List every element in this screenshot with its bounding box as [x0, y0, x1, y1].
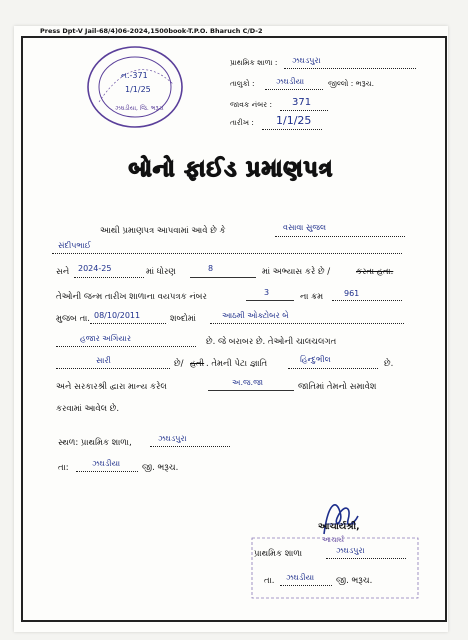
verified-text: છે. જે બરાબર છે. તેઓની ચાલચલગત — [206, 337, 337, 347]
outward-value: 371 — [292, 97, 312, 108]
words-line-2 — [56, 346, 196, 347]
dob-words-1: આઠમી ઓક્ટોબર બે — [222, 311, 289, 320]
footer-district: જી. ભરૂચ. — [142, 463, 179, 473]
conduct-is: છે/ — [174, 359, 184, 369]
subcaste-label: . તેમની પેટા જ્ઞાતિ — [206, 359, 268, 369]
footer-taluka-label: તા: — [58, 463, 69, 473]
stamp-number: ન.-371 — [121, 71, 148, 80]
struck-was-text: હતી — [190, 359, 205, 369]
sign-school-value: ઝઘડપુરા — [336, 546, 365, 555]
principal-signature — [318, 494, 362, 540]
conduct-value: સારી — [96, 356, 111, 365]
category-line — [208, 390, 294, 391]
student-name-1: વસાવા સુજલ — [283, 223, 327, 232]
stamp-role: આચાર્ય — [322, 536, 344, 544]
footer-taluka-line — [76, 471, 138, 472]
dob-label: મુજબ તા. — [56, 314, 90, 324]
certificate-title: બોનો ફાઈડ પ્રમાણપત્ર — [128, 157, 334, 182]
signature-rect-stamp — [250, 536, 420, 600]
year-line — [74, 277, 144, 278]
date-label: તારીખ : — [230, 118, 254, 127]
name-line-2 — [52, 253, 402, 254]
principal-role: આચાર્યશ્રી, — [318, 522, 360, 532]
closing-text: કરવામાં આવેલ છે. — [56, 404, 120, 414]
std-label: માં ધોરણ — [146, 267, 176, 277]
taluka-line — [265, 89, 323, 90]
place-label: સ્થળ: પ્રાથમિક શાળા, — [58, 438, 132, 448]
stamp-place: ઝઘડીયા, જિ. ભરૂચ — [115, 105, 164, 112]
place-value: ઝઘડપુરા — [158, 434, 187, 443]
date-line — [262, 129, 322, 130]
dob-line — [90, 323, 166, 324]
standard-value: 8 — [208, 264, 214, 273]
outward-line — [280, 110, 328, 111]
name-line-1 — [275, 236, 405, 237]
studying-text: માં અભ્યાસ કરે છે / — [262, 267, 331, 277]
outward-label: જાવક નંબર : — [230, 100, 273, 109]
words-line-1 — [210, 323, 404, 324]
stamp-date: 1/1/25 — [125, 85, 151, 94]
subcaste-line — [288, 368, 378, 369]
in-words-label: શબ્દોમાં — [170, 314, 196, 324]
sign-district: જી. ભરૂચ. — [336, 576, 373, 586]
register-line — [246, 300, 294, 301]
date-value: 1/1/25 — [276, 114, 312, 127]
taluka-label: તાલુકો : — [230, 79, 255, 88]
district-label: જીલ્લો : ભરૂચ. — [328, 79, 375, 88]
taluka-value: ઝઘડીયા — [276, 77, 305, 86]
year-label: સને — [56, 267, 70, 277]
place-line — [150, 446, 230, 447]
school-value: ઝઘડપુરા — [292, 56, 321, 65]
body-intro: આથી પ્રમાણપત્ર આપવામાં આવે છે કે — [100, 226, 226, 236]
sign-taluka-value: ઝઘડીયા — [286, 573, 315, 582]
academic-year: 2024-25 — [78, 264, 112, 273]
footer-taluka-value: ઝઘડીયા — [92, 459, 121, 468]
serial-label: ના ક્રમ — [300, 292, 324, 302]
school-line — [284, 68, 416, 69]
sign-taluka-label: તા. — [264, 576, 275, 586]
included-text: જાતિમાં તેમનો સમાવેશ — [298, 382, 377, 392]
struck-studied-text: કરતા હતા. — [356, 267, 394, 277]
serial-line — [332, 300, 402, 301]
subcaste-value: હિન્દુભીલ — [300, 355, 331, 364]
conduct-line — [56, 368, 170, 369]
student-name-2: સંદીપભાઈ — [58, 241, 91, 250]
serial-number: 961 — [344, 289, 360, 298]
dob-register-text: તેઓની જન્મ તારીખ શાળાના વયપત્રક નંબર — [56, 292, 207, 302]
subcaste-is: છે. — [384, 359, 394, 369]
std-line — [190, 277, 256, 278]
school-label: પ્રાથમિક શાળા : — [230, 58, 278, 67]
sign-school-label: પ્રાથમિક શાળા — [254, 549, 303, 559]
dob-words-2: હજાર અગિયાર — [80, 334, 131, 343]
school-round-stamp — [85, 44, 185, 130]
category-value: અ.જ.જા — [232, 378, 263, 387]
govt-recognized-text: અને સરકારશ્રી દ્વારા માન્ય કરેલ — [56, 382, 167, 392]
birth-date: 08/10/2011 — [94, 311, 141, 320]
register-number: 3 — [264, 288, 270, 297]
press-line: Press Dpt-V Jail-68/4)06-2024,1500book-T.P.O. Bharuch C/D-2 — [40, 27, 263, 35]
